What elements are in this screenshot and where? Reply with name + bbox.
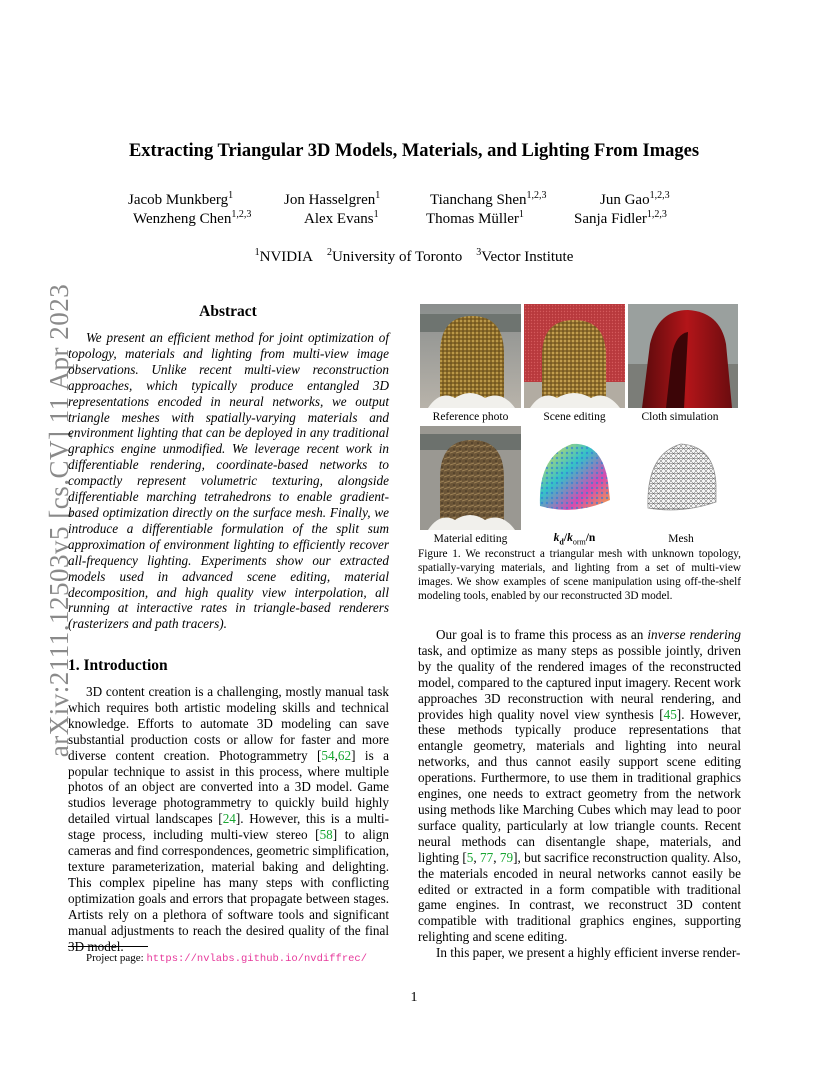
author: Wenzheng Chen$^{1,2,3}$	[133, 209, 252, 227]
citation-link[interactable]: 45	[663, 706, 677, 722]
right-column-text: Our goal is to frame this process as an inverse rendering task, and optimize as many steps as possible jointly, driven by the quality of the rendered images of the reconstructed model, compared to the captured input imagery. Recent work approaches 3D reconstruction with neural rendering, and provides high quality novel view synthesis [45]. However, these methods typically produce representations that entangle geometry, materials and lighting into neural networks, and thus cannot easily support scene editing operations. Furthermore, to use them in traditional graphics engines, one needs to extract geometry from the network using methods like Marching Cubes which may lead to poor surface quality, particularly at low triangle counts. Recent neural methods can disentangle shape, materials, and lighting [5, 77, 79], but sacrifice reconstruction quality. Also, the materials encoded in neural networks cannot easily be edited or extracted in a form compatible with traditional game engines. In contrast, we reconstruct 3D content compatible with traditional graphics engines, supporting relighting and scene editing. In this paper, we present a highly efficient inverse render-	[418, 627, 741, 961]
paper-title: Extracting Triangular 3D Models, Materials, and Lighting From Images	[128, 141, 700, 161]
citation-link[interactable]: 62	[337, 747, 352, 763]
reference-photo-image	[420, 304, 521, 408]
citation-link[interactable]: 54	[321, 747, 335, 763]
intro-paragraph: 3D content creation is a challenging, mostly manual task which requires both artistic modeling skills and technical knowledge. Efforts to automate 3D modeling can save substantial production costs or allow for faster and more diverse content creation. Photogrammetry [54,62] is a popular technique to assist in this process, where multiple photos of an object are converted into a 3D model. Game studios leverage photogrammetry to quickly build highly detailed virtual landscapes [24]. However, this is a multi-stage process, including multi-view stereo [58] to align cameras and find correspondences, geometric simplification, texture parameterization, material baking and delighting. This complex pipeline has many steps with conflicting optimization goals and errors that propagate between stages. Artists rely on a plethora of software tools and significant manual adjustments to reach the desired quality of the final 3D model.	[68, 684, 389, 954]
figure-label: Reference photo	[432, 411, 509, 423]
author: Tianchang Shen$^{1,2,3}$	[430, 190, 547, 208]
citation-link[interactable]: 5	[466, 849, 474, 865]
figure-label: Scene editing	[543, 411, 606, 423]
author: Alex Evans$^1$	[304, 209, 379, 227]
abstract-text: We present an efficient method for joint optimization of topology, materials and lighting from multi-view image observations. Unlike recent multi-view reconstruction approaches, which typically produce entangled 3D representations encoded in neural networks, we output triangle meshes with spatially-varying materials and environment lighting that can be deployed in any traditional graphics engine unmodified. We leverage recent work in differentiable rendering, coordinate-based networks to compactly represent volumetric texturing, alongside differentiable marching tetrahedrons to enable gradient-based optimization directly on the surface mesh. Finally, we introduce a differentiable formulation of the split sum approximation of environment lighting to efficiently recover all-frequency lighting. Experiments show our extracted models used in advanced scene editing, material decomposition, and high quality view interpolation, all running at interactive rates in triangle-based renderers (rasterizers and path tracers).	[68, 330, 389, 632]
material-editing-image	[420, 426, 521, 530]
affiliations: $^1$NVIDIA $^2$University of Toronto $^3$Vector Institute	[254, 247, 574, 265]
figure-label: Material editing	[433, 533, 508, 545]
section-heading: 1. Introduction	[68, 657, 168, 674]
project-url-link[interactable]: https://nvlabs.github.io/nvdiffrec/	[146, 953, 368, 965]
mesh-image	[636, 436, 726, 516]
figure-caption: Figure 1. We reconstruct a triangular mesh with unknown topology, spatially-varying materials, and lighting from a set of multi-view images. We show examples of scene manipulation using off-the-shelf modeling tools, enabled by our reconstructed 3D model.	[418, 548, 741, 603]
author: Jacob Munkberg$^1$	[128, 190, 234, 208]
figure-label: Mesh	[668, 533, 694, 545]
material-maps-image	[530, 436, 615, 516]
page-number: 1	[410, 990, 418, 1005]
author: Jon Hasselgren$^1$	[284, 190, 381, 208]
author: Thomas Müller$^1$	[426, 209, 524, 227]
citation-link[interactable]: 58	[319, 827, 333, 843]
citation-link[interactable]: 77	[480, 849, 494, 865]
scene-editing-image	[524, 304, 625, 408]
cloth-simulation-image	[628, 304, 738, 408]
abstract-heading: Abstract	[199, 303, 257, 320]
footnote-rule	[68, 946, 148, 947]
footnote: Project page: https://nvlabs.github.io/nvdiffrec/	[86, 952, 368, 965]
figure-label: Cloth simulation	[641, 411, 719, 423]
citation-link[interactable]: 24	[222, 811, 236, 827]
arxiv-id: arXiv:2111.12503v5 [cs.CV] 11 Apr 2023	[44, 283, 75, 757]
author: Sanja Fidler$^{1,2,3}$	[574, 209, 667, 227]
figure-label: $k_d/k_{orm}/n$	[553, 532, 596, 547]
author: Jun Gao$^{1,2,3}$	[600, 190, 670, 208]
citation-link[interactable]: 79	[499, 849, 514, 865]
